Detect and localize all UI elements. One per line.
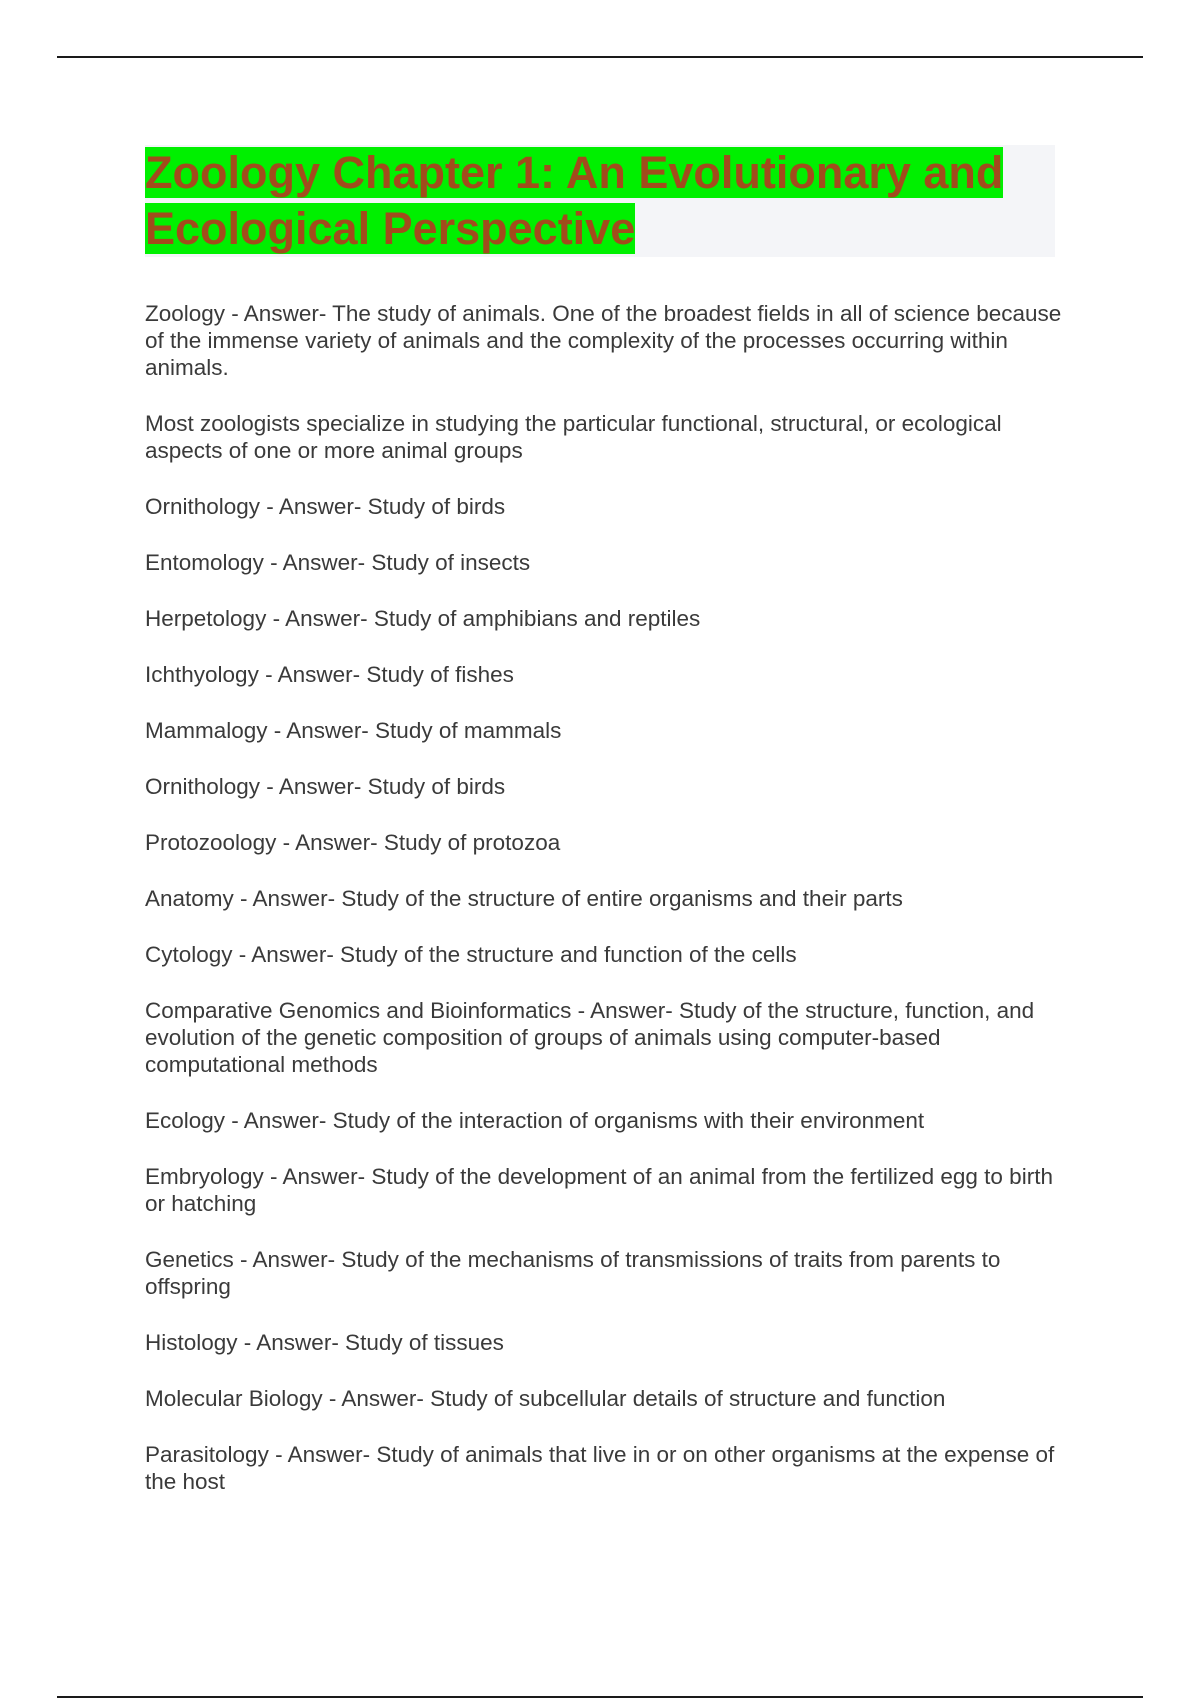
list-item: Anatomy - Answer- Study of the structure of entire organisms and their parts	[145, 886, 903, 911]
top-divider	[57, 56, 1143, 58]
list-item: Mammalogy - Answer- Study of mammals	[145, 718, 562, 743]
list-item: Ichthyology - Answer- Study of fishes	[145, 662, 514, 687]
list-item: Cytology - Answer- Study of the structure and function of the cells	[145, 942, 797, 967]
list-item: Genetics - Answer- Study of the mechanisms of transmissions of traits from parents to offspring	[145, 1247, 1001, 1299]
title-block	[145, 145, 1055, 257]
flashcard-list	[145, 300, 1065, 1524]
list-item: Herpetology - Answer- Study of amphibians and reptiles	[145, 606, 701, 631]
list-item: Most zoologists specialize in studying the particular functional, structural, or ecological aspects of one or more animal groups	[145, 411, 1002, 463]
list-item: Embryology - Answer- Study of the development of an animal from the fertilized egg to birth or hatching	[145, 1164, 1053, 1216]
list-item: Ornithology - Answer- Study of birds	[145, 494, 506, 519]
list-item: Ecology - Answer- Study of the interaction of organisms with their environment	[145, 1108, 925, 1133]
list-item: Comparative Genomics and Bioinformatics - Answer- Study of the structure, function, and evolution of the genetic composition of groups of animals using computer-based computational methods	[145, 998, 1035, 1077]
list-item: Zoology - Answer- The study of animals. One of the broadest fields in all of science because of the immense variety of animals and the complexity of the processes occurring within animals.	[145, 301, 1062, 380]
document-title	[145, 145, 1055, 257]
bottom-divider	[57, 1696, 1143, 1698]
list-item: Parasitology - Answer- Study of animals that live in or on other organisms at the expense of the host	[145, 1442, 1055, 1494]
list-item: Protozoology - Answer- Study of protozoa	[145, 830, 561, 855]
list-item: Entomology - Answer- Study of insects	[145, 550, 531, 575]
title-highlight: Zoology Chapter 1: An Evolutionary and Ecological Perspective	[145, 147, 1004, 254]
list-item: Histology - Answer- Study of tissues	[145, 1330, 504, 1355]
list-item: Ornithology - Answer- Study of birds	[145, 774, 506, 799]
list-item: Molecular Biology - Answer- Study of subcellular details of structure and function	[145, 1386, 946, 1411]
